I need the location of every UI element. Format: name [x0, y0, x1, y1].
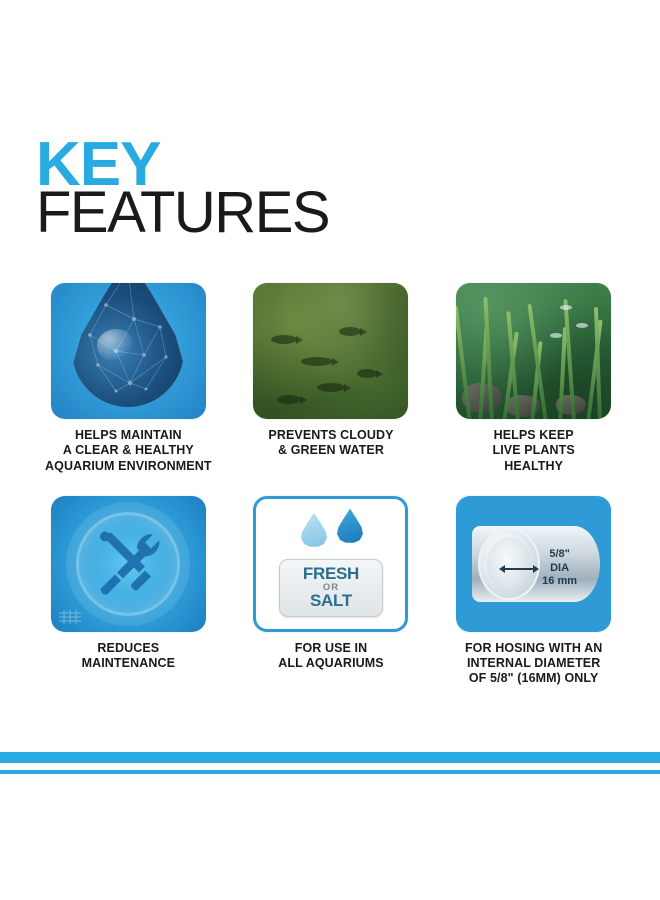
- grid-lines-decoration: [59, 610, 81, 624]
- feature-caption: [465, 641, 602, 687]
- feature-fresh-or-salt: [239, 496, 424, 687]
- tools-glyph: [89, 522, 167, 605]
- droplet-shape: [72, 283, 184, 407]
- droplet-network-lines: [72, 283, 184, 407]
- caption-line: FOR HOSING WITH AN: [464, 640, 603, 655]
- hose-bore: [487, 537, 531, 591]
- caption-line: INTERNAL DIAMETER: [466, 656, 601, 670]
- badge-or-label: OR: [322, 581, 340, 593]
- wrench-screwdriver-icon: [89, 522, 167, 600]
- feature-caption: [268, 428, 393, 459]
- feature-caption: [45, 428, 212, 474]
- badge-fresh-label: FRESH: [302, 564, 360, 584]
- caption-line: LIVE PLANTS: [492, 443, 575, 458]
- feature-reduces-maintenance: [36, 496, 221, 687]
- badge-wrapper: [256, 499, 405, 629]
- fresh-or-salt-badge-icon: [253, 496, 408, 632]
- footer-bar-primary: [0, 752, 660, 763]
- title-line-key: KEY: [36, 130, 161, 199]
- features-grid: [36, 283, 626, 687]
- badge-salt-label: SALT: [310, 591, 352, 611]
- diameter-arrow: [504, 568, 534, 570]
- caption-line: HELPS MAINTAIN: [74, 428, 182, 442]
- diameter-inches: 5/8": [549, 547, 570, 560]
- diameter-dia-label: DIA: [550, 561, 570, 574]
- caption-line: HEALTHY: [504, 458, 564, 473]
- caption-line: HELPS KEEP: [493, 428, 574, 442]
- water-droplet-icon: [51, 283, 206, 419]
- feature-clear-healthy-water: [36, 283, 221, 474]
- fresh-or-salt-badge: [279, 559, 383, 616]
- caption-line: OF 5/8" (16MM) ONLY: [468, 671, 599, 686]
- feature-hose-internal-diameter: [441, 496, 626, 687]
- feature-prevents-cloudy-green-water: [239, 283, 424, 474]
- footer-bar-secondary: [0, 770, 660, 774]
- caption-line: & GREEN WATER: [278, 443, 384, 458]
- caption-line: AQUARIUM ENVIRONMENT: [45, 458, 212, 473]
- diameter-metric: 16 mm: [542, 575, 578, 588]
- diameter-labels: [542, 548, 577, 589]
- planted-aquarium-photo: [456, 283, 611, 419]
- green-cloudy-water-photo: [253, 283, 408, 419]
- caption-line: PREVENTS CLOUDY: [268, 428, 394, 442]
- caption-line: REDUCES: [97, 640, 160, 655]
- hose-body: [472, 526, 600, 602]
- tools-wrench-screwdriver-icon: [51, 496, 206, 632]
- caption-line: A CLEAR & HEALTHY: [62, 443, 194, 458]
- feature-live-plants-healthy: [441, 283, 626, 474]
- caption-line: ALL AQUARIUMS: [278, 656, 384, 670]
- feature-caption: [278, 641, 383, 672]
- title-line-features: FEATURES: [36, 179, 330, 245]
- feature-caption: [492, 428, 574, 474]
- page-title: [36, 130, 330, 245]
- hose-cross-section-icon: [456, 496, 611, 632]
- caption-line: MAINTENANCE: [81, 656, 176, 670]
- hose-opening: [478, 528, 540, 600]
- caption-line: FOR USE IN: [294, 640, 368, 655]
- feature-caption: [82, 641, 175, 672]
